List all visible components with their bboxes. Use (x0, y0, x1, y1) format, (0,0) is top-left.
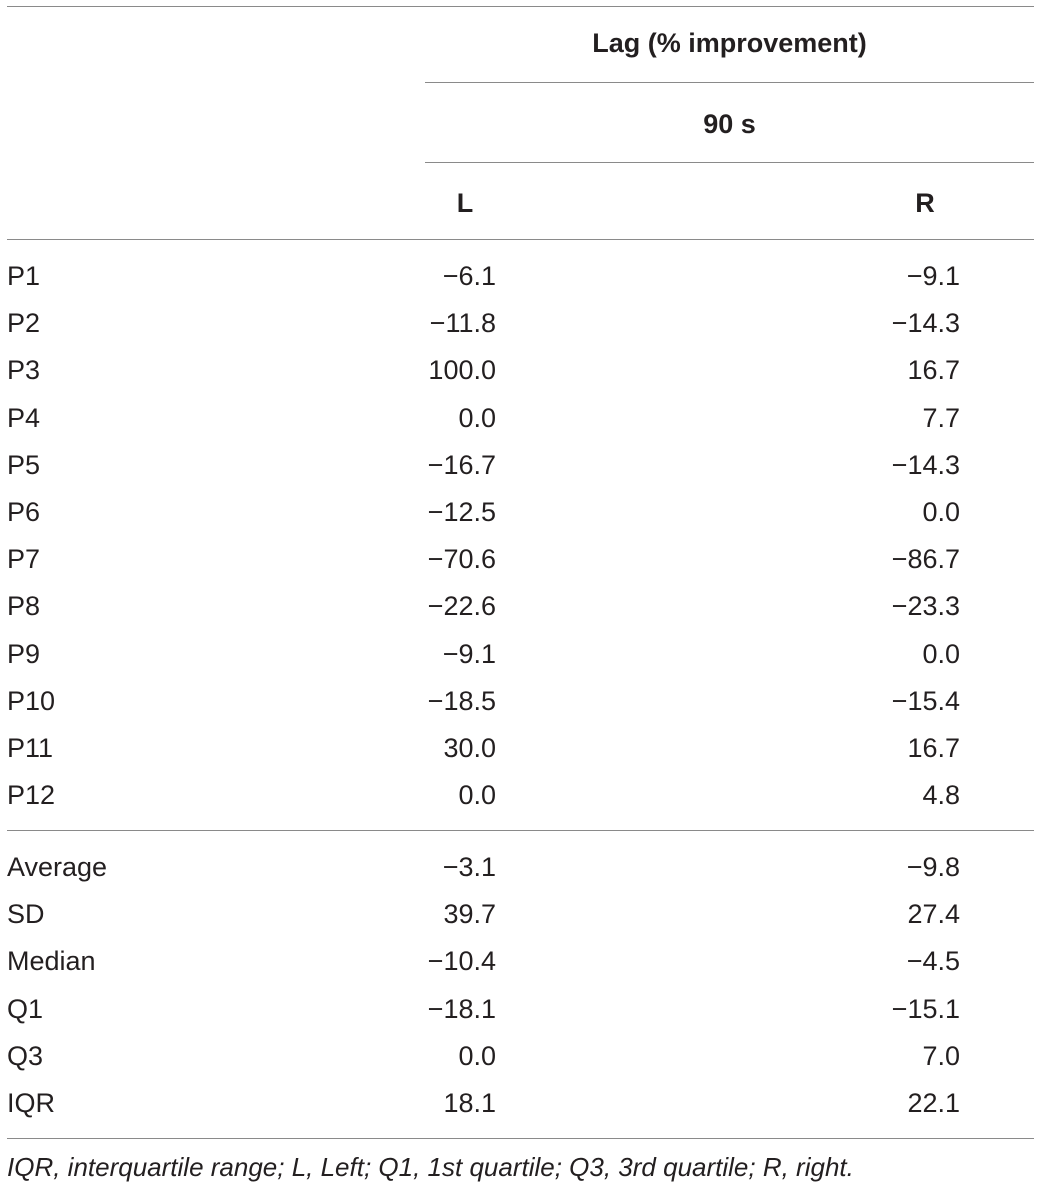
left-value: −9.1 (442, 638, 496, 669)
right-value: −14.3 (891, 449, 960, 480)
group-header: Lag (% improvement) (592, 28, 867, 58)
row-label: Median (7, 946, 96, 977)
right-value: 7.0 (922, 1040, 960, 1071)
right-value: 16.7 (907, 355, 960, 386)
left-value: 30.0 (443, 733, 496, 763)
row-label: P1 (7, 261, 41, 291)
left-value: 18.1 (443, 1088, 496, 1118)
column-header-right: R (915, 188, 935, 218)
right-value: 22.1 (907, 1088, 960, 1118)
row-label: P10 (7, 685, 56, 716)
right-value: −86.7 (891, 544, 960, 575)
row-label: P11 (7, 733, 54, 763)
left-value: 0.0 (458, 402, 496, 433)
table-bottom-rule (7, 1138, 1034, 1139)
right-value: −4.5 (906, 946, 960, 977)
left-value: −10.4 (427, 946, 496, 977)
right-value: 0.0 (922, 638, 960, 669)
row-label: SD (7, 899, 45, 930)
left-value: 0.0 (458, 1040, 496, 1071)
right-value: −9.1 (906, 261, 960, 291)
left-value: −22.6 (427, 591, 496, 622)
row-label: Q1 (7, 993, 44, 1024)
column-header-left: L (456, 188, 474, 218)
left-value: 100.0 (428, 355, 496, 386)
right-value: −15.4 (891, 685, 960, 716)
left-value: −16.7 (427, 449, 496, 480)
row-label: P4 (7, 402, 41, 433)
time-header-rule (425, 162, 1034, 163)
column-header-rule (7, 239, 1034, 240)
right-value: 0.0 (922, 497, 960, 527)
left-value: −18.1 (427, 993, 496, 1024)
row-label: P3 (7, 355, 41, 386)
right-value: −9.8 (906, 852, 960, 882)
row-label: P5 (7, 449, 41, 480)
row-label: P9 (7, 638, 41, 669)
right-value: −15.1 (891, 993, 960, 1024)
group-header-rule (425, 82, 1034, 83)
row-label: P7 (7, 544, 41, 575)
left-value: 0.0 (458, 780, 496, 811)
summary-separator-rule (7, 830, 1034, 831)
right-value: 4.8 (922, 780, 960, 811)
table-footnote: IQR, interquartile range; L, Left; Q1, 1st quartile; Q3, 3rd quartile; R, right. (7, 1152, 854, 1182)
left-value: −18.5 (427, 685, 496, 716)
left-value: −70.6 (427, 544, 496, 575)
row-label: P2 (7, 308, 41, 339)
right-value: 27.4 (907, 899, 960, 930)
left-value: −12.5 (427, 497, 496, 527)
time-header: 90 s (703, 109, 756, 139)
row-label: IQR (7, 1088, 56, 1118)
left-value: −6.1 (442, 261, 496, 291)
left-value: 39.7 (443, 899, 496, 930)
row-label: P6 (7, 497, 41, 527)
row-label: Q3 (7, 1040, 44, 1071)
right-value: −23.3 (891, 591, 960, 622)
row-label: P12 (7, 780, 56, 811)
right-value: 7.7 (922, 402, 960, 433)
table-top-rule (7, 6, 1034, 7)
left-value: −11.8 (429, 308, 496, 339)
row-label: P8 (7, 591, 41, 622)
right-value: 16.7 (907, 733, 960, 763)
row-label: Average (7, 852, 108, 882)
left-value: −3.1 (442, 852, 496, 882)
right-value: −14.3 (891, 308, 960, 339)
